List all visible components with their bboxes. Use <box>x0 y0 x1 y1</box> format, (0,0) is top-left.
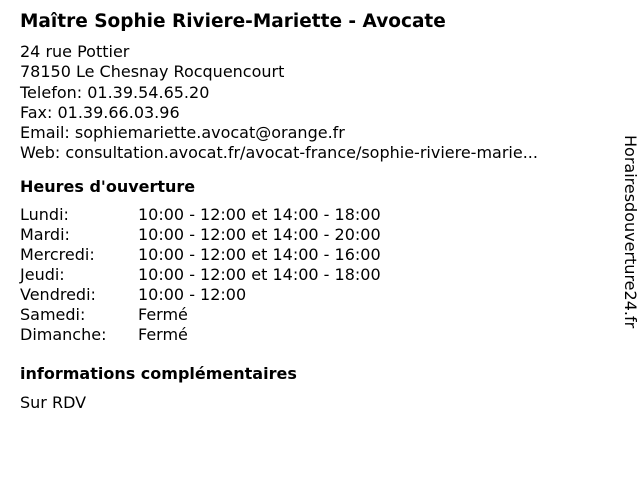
email-line: Email: sophiemariette.avocat@orange.fr <box>20 123 345 143</box>
day-label: Samedi: <box>20 304 86 324</box>
hours-row-samedi <box>20 305 381 325</box>
day-label: Jeudi: <box>20 264 65 284</box>
contact-block <box>20 42 610 164</box>
opening-hours-heading: Heures d'ouverture <box>20 176 196 196</box>
day-label: Dimanche: <box>20 324 107 344</box>
day-label: Mercredi: <box>20 244 95 264</box>
business-card <box>20 10 610 413</box>
additional-info-heading: informations complémentaires <box>20 363 297 383</box>
day-hours: 10:00 - 12:00 et 14:00 - 16:00 <box>138 244 381 264</box>
day-label: Vendredi: <box>20 284 96 304</box>
day-hours: Fermé <box>138 304 188 324</box>
fax-line: Fax: 01.39.66.03.96 <box>20 102 180 122</box>
hours-row-vendredi <box>20 285 381 305</box>
hours-row-jeudi <box>20 265 381 285</box>
site-watermark: Horairesdouverture24.fr <box>621 135 640 329</box>
hours-row-mercredi <box>20 245 381 265</box>
day-hours: Fermé <box>138 324 188 344</box>
day-hours: 10:00 - 12:00 et 14:00 - 20:00 <box>138 224 381 244</box>
day-label: Lundi: <box>20 204 69 224</box>
business-title: Maître Sophie Riviere-Mariette - Avocate <box>20 11 446 32</box>
day-hours: 10:00 - 12:00 <box>138 284 247 304</box>
additional-info-text: Sur RDV <box>20 392 87 412</box>
web-line: Web: consultation.avocat.fr/avocat-france/sophie-riviere-marie... <box>20 143 538 163</box>
address-line-1: 24 rue Pottier <box>20 42 130 61</box>
phone-line: Telefon: 01.39.54.65.20 <box>20 82 210 102</box>
day-hours: 10:00 - 12:00 et 14:00 - 18:00 <box>138 264 381 284</box>
opening-hours-table <box>20 205 381 345</box>
day-hours: 10:00 - 12:00 et 14:00 - 18:00 <box>138 204 381 224</box>
day-label: Mardi: <box>20 224 70 244</box>
hours-row-lundi <box>20 205 381 225</box>
address-line-2: 78150 Le Chesnay Rocquencourt <box>20 62 285 82</box>
hours-row-mardi <box>20 225 381 245</box>
hours-row-dimanche <box>20 325 381 345</box>
